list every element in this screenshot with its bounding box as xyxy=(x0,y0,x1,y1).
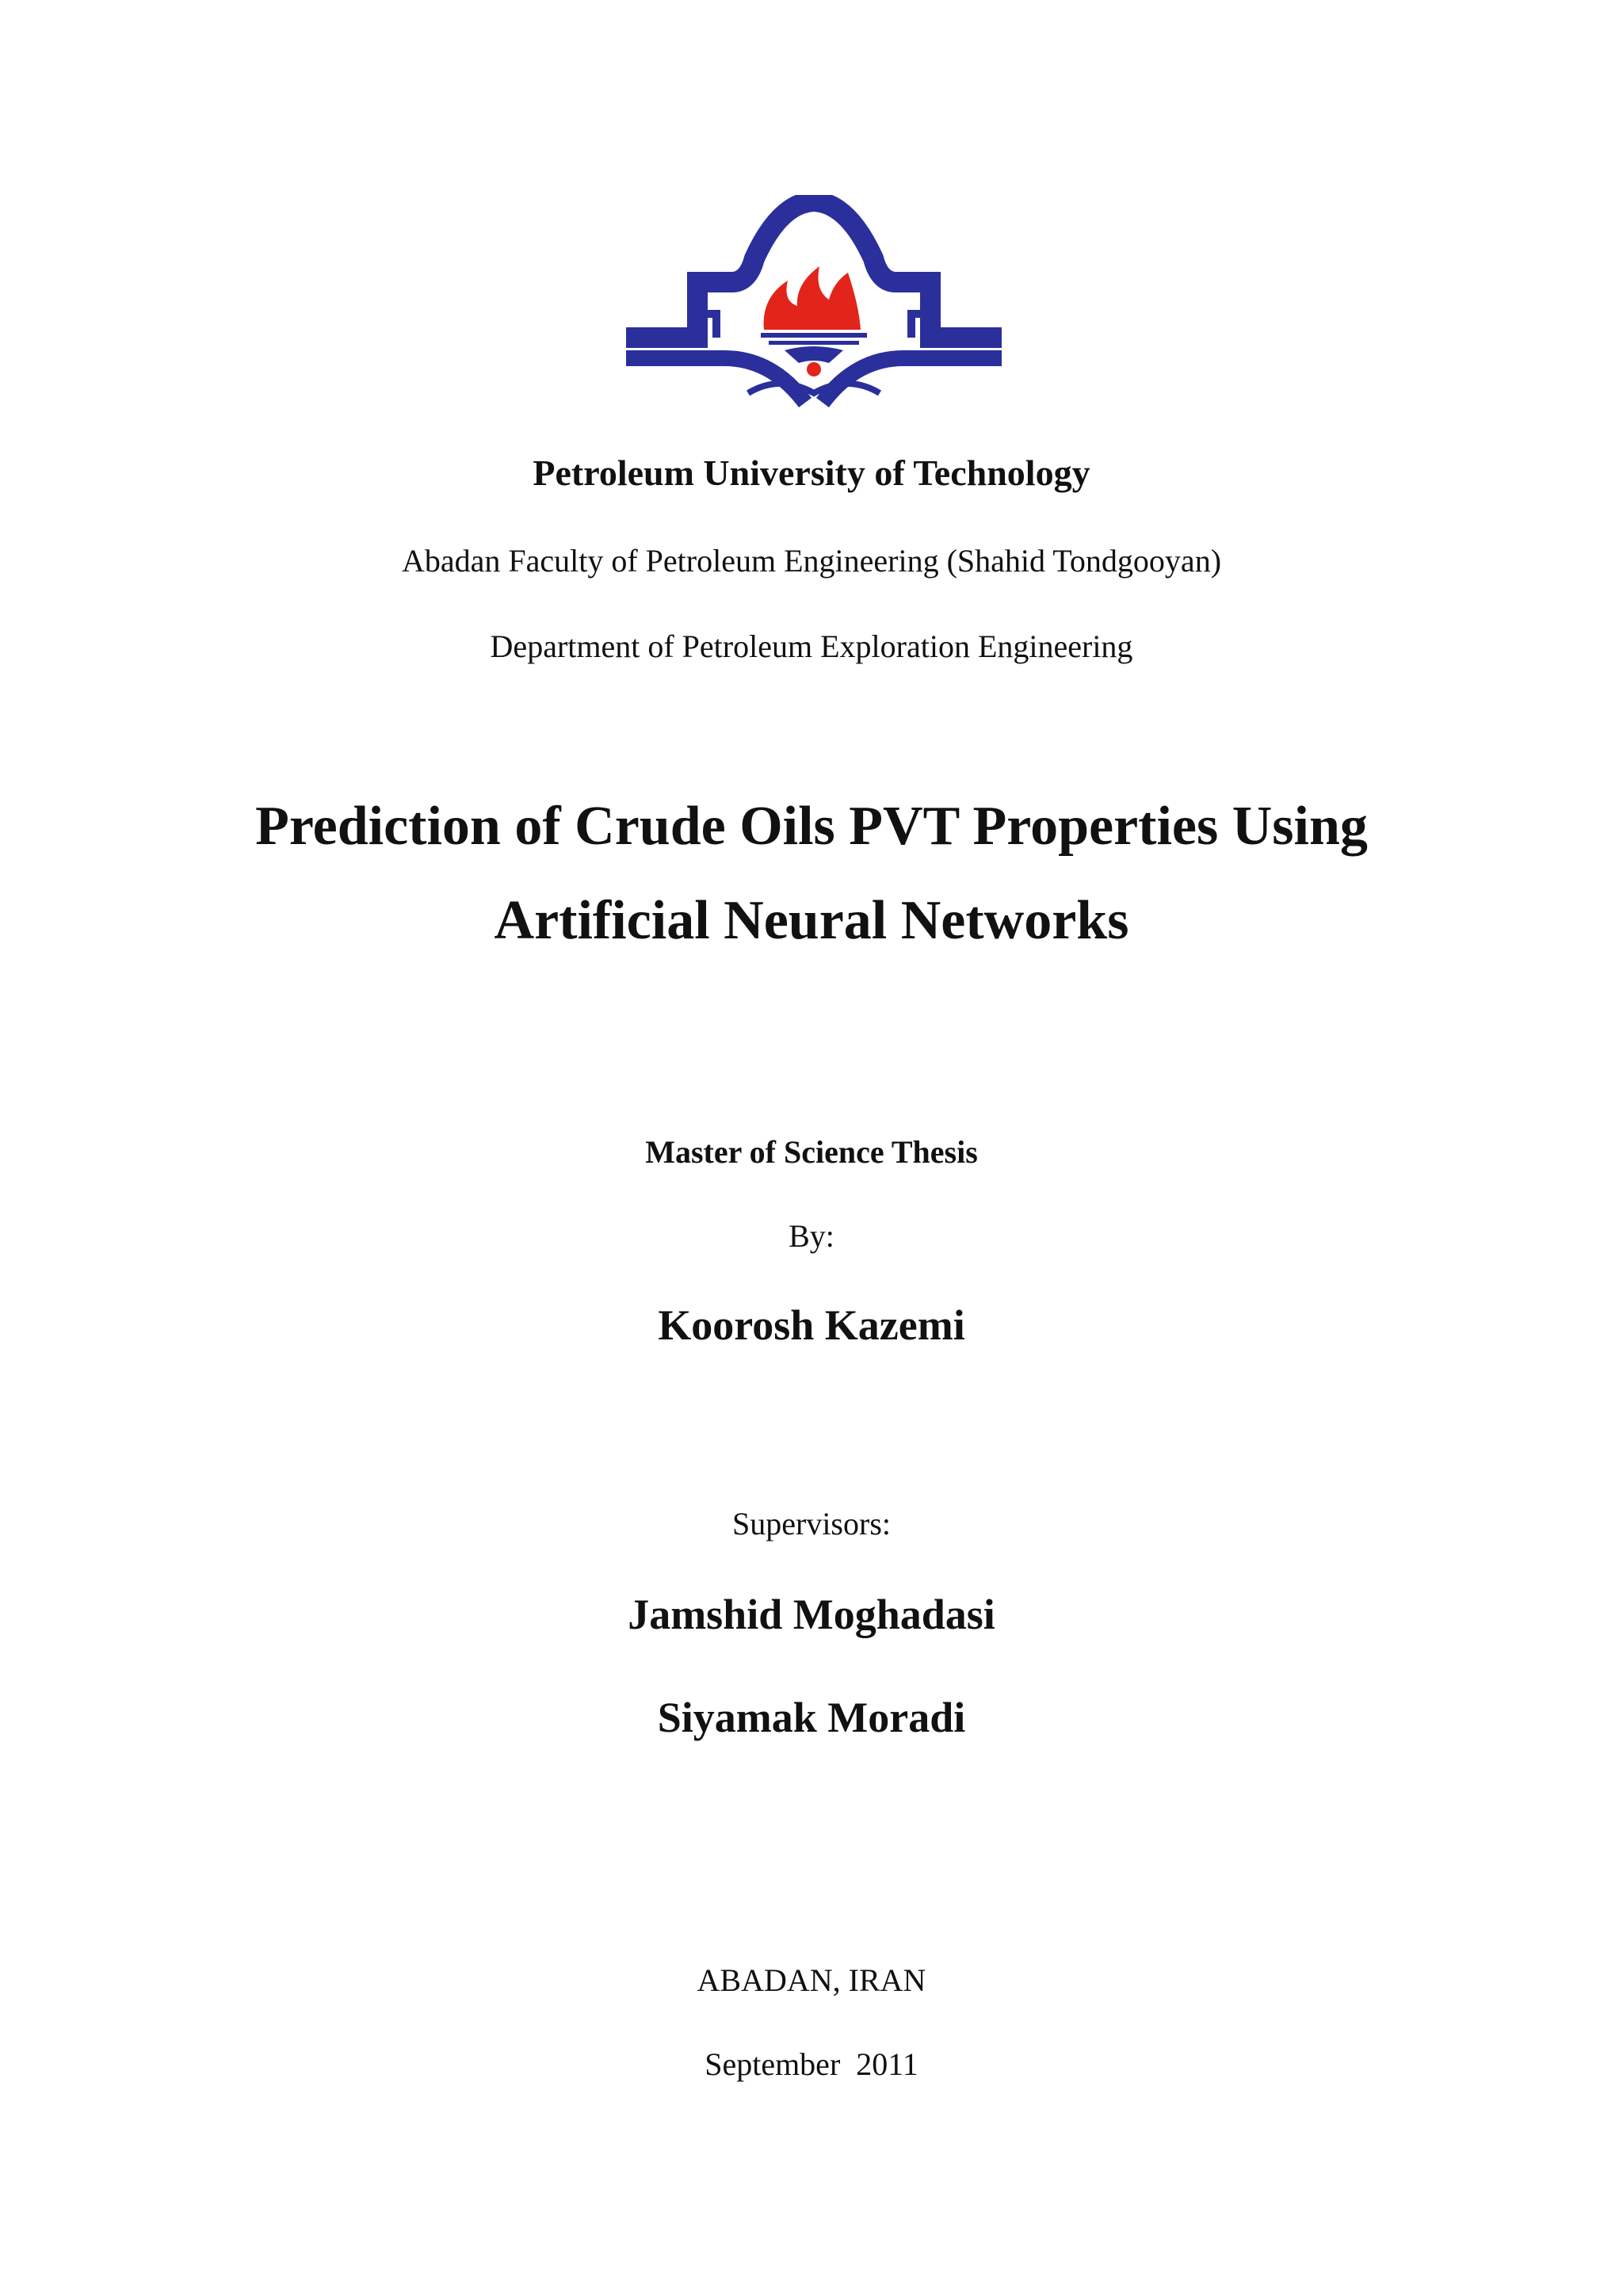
supervisor-name-2: Siyamak Moradi xyxy=(657,1694,966,1741)
supervisor-name-1: Jamshid Moghadasi xyxy=(628,1591,995,1638)
location: ABADAN, IRAN xyxy=(697,1962,926,1998)
university-emblem-icon xyxy=(621,195,1006,409)
department-name: Department of Petroleum Exploration Engineering xyxy=(490,628,1133,664)
university-name: Petroleum University of Technology xyxy=(533,453,1090,493)
author-name: Koorosh Kazemi xyxy=(658,1301,965,1349)
faculty-name: Abadan Faculty of Petroleum Engineering (Shahid Tondgooyan) xyxy=(401,543,1222,579)
thesis-title-line-2: Artificial Neural Networks xyxy=(494,890,1129,951)
date: September 2011 xyxy=(705,2046,918,2082)
degree-type: Master of Science Thesis xyxy=(645,1134,978,1170)
by-label: By: xyxy=(789,1218,834,1254)
supervisors-label: Supervisors: xyxy=(732,1506,891,1541)
thesis-title-line-1: Prediction of Crude Oils PVT Properties Using xyxy=(255,796,1368,857)
